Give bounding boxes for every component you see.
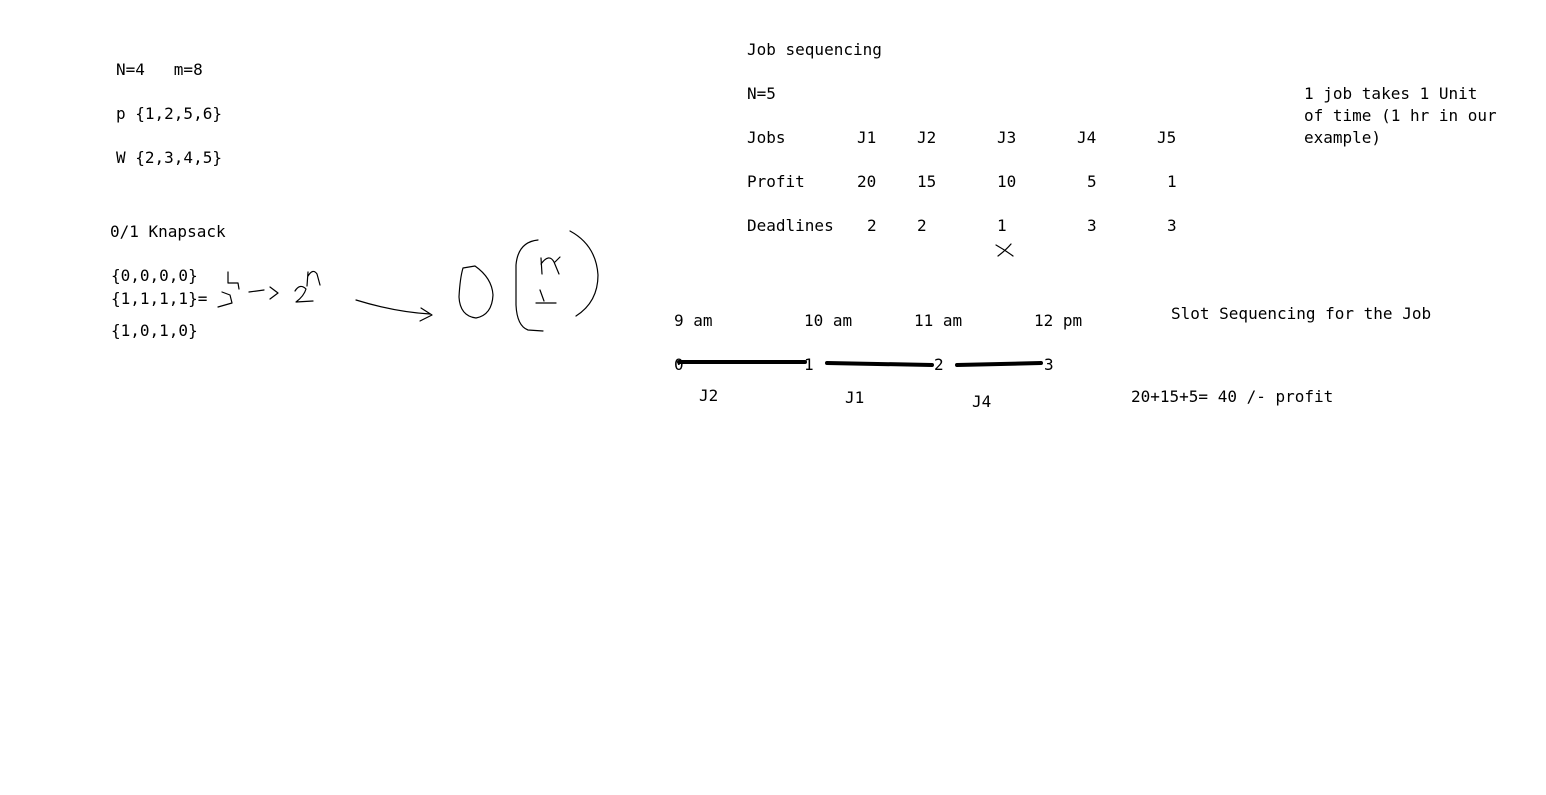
ink-cross-out (996, 244, 1013, 256)
knapsack-title: 0/1 Knapsack (110, 222, 226, 241)
job-cell: J1 (857, 128, 877, 147)
job-note-line-1: 1 job takes 1 Unit (1304, 84, 1478, 103)
profit-cell: 15 (917, 172, 937, 191)
deadline-cell: 3 (1087, 216, 1097, 235)
row-label-profit: Profit (747, 172, 805, 191)
job-cell: J5 (1157, 128, 1177, 147)
job-cell: J3 (997, 128, 1017, 147)
job-note-line-2: of time (1 hr in our (1304, 106, 1497, 125)
job-count: N=5 (747, 84, 776, 103)
slot-caption: Slot Sequencing for the Job (1171, 304, 1432, 323)
timeline-segment (957, 363, 1041, 365)
deadline-cell: 3 (1167, 216, 1177, 235)
ink-arrow (356, 300, 430, 314)
knapsack-vector-zeros: {0,0,0,0} (111, 266, 198, 285)
job-cell: J2 (917, 128, 937, 147)
ink-arrow (249, 287, 278, 299)
timeline-segment (827, 363, 932, 365)
time-label: 12 pm (1034, 311, 1083, 330)
ink-arrowhead (420, 308, 432, 321)
knapsack-n-m: N=4 m=8 (116, 60, 203, 79)
knapsack-vector-ones: {1,1,1,1}= (111, 289, 208, 308)
slot-number: 0 (674, 355, 684, 374)
job-title: Job sequencing (747, 40, 882, 59)
profit-cell: 1 (1167, 172, 1177, 191)
time-label: 10 am (804, 311, 853, 330)
knapsack-vector-sample: {1,0,1,0} (111, 321, 198, 340)
ink-right-paren (570, 231, 598, 316)
deadline-cell: 1 (997, 216, 1007, 235)
ink-squiggle (228, 272, 239, 289)
slot-number: 2 (934, 355, 944, 374)
slot-job: J1 (845, 388, 865, 407)
time-label: 11 am (914, 311, 963, 330)
ink-exponent-n (307, 271, 320, 286)
row-label-deadlines: Deadlines (747, 216, 834, 235)
ink-big-o (459, 266, 493, 318)
deadline-cell: 2 (917, 216, 927, 235)
ink-squiggle (218, 292, 232, 307)
ink-two-power-n (295, 286, 313, 302)
ink-n (541, 257, 560, 274)
profit-cell: 10 (997, 172, 1017, 191)
deadline-cell: 2 (867, 216, 877, 235)
ink-one (536, 290, 556, 303)
slot-job: J2 (699, 386, 719, 405)
job-note-line-3: example) (1304, 128, 1382, 147)
profit-cell: 5 (1087, 172, 1097, 191)
slot-number: 1 (804, 355, 814, 374)
total-profit: 20+15+5= 40 /- profit (1131, 387, 1334, 406)
slot-number: 3 (1044, 355, 1054, 374)
profit-cell: 20 (857, 172, 877, 191)
row-label-jobs: Jobs (747, 128, 786, 147)
knapsack-weights: W {2,3,4,5} (116, 148, 222, 167)
knapsack-profits: p {1,2,5,6} (116, 104, 222, 123)
job-cell: J4 (1077, 128, 1097, 147)
time-label: 9 am (674, 311, 713, 330)
ink-left-paren (516, 240, 543, 331)
slot-job: J4 (972, 392, 992, 411)
